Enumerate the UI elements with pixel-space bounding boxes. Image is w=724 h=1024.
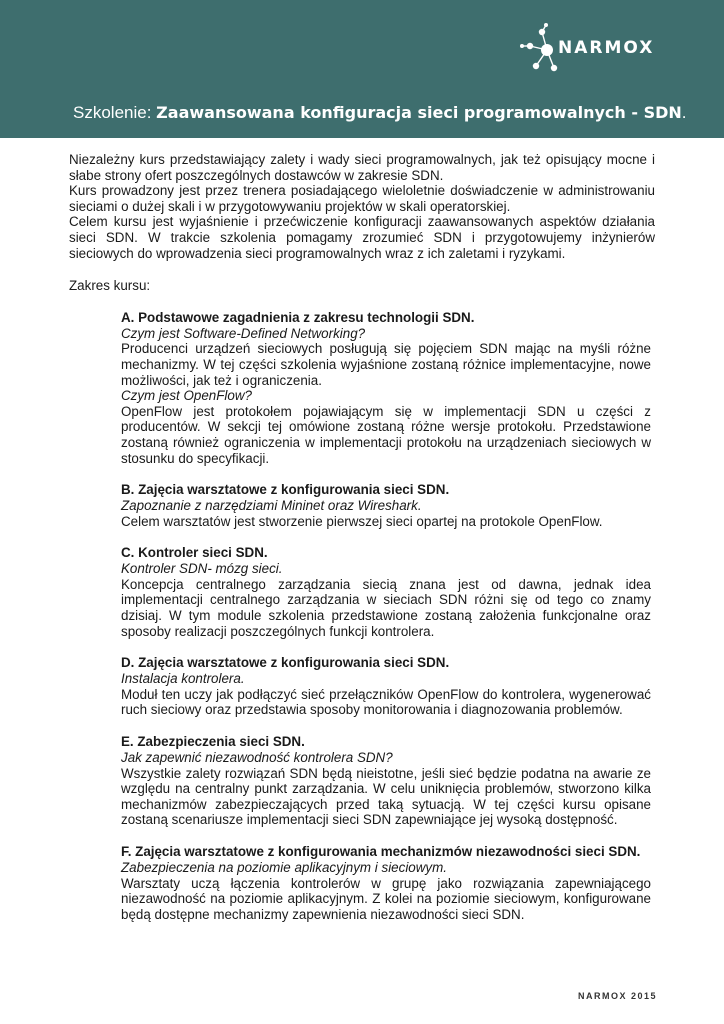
section-b: [121, 482, 651, 529]
header-banner: [0, 0, 724, 138]
title-prefix: Szkolenie:: [73, 103, 157, 122]
section-subheading: Zapoznanie z narzędziami Mininet oraz Wireshark.: [121, 498, 422, 514]
section-heading: C. Kontroler sieci SDN.: [121, 545, 268, 561]
scope-label: Zakres kursu:: [69, 278, 151, 294]
section-d: [121, 655, 651, 718]
section-text: Warsztaty uczą łączenia kontrolerów w grupę jako rozwiązania zapewniającego niezawodność na poziomie aplikacyjnym. Z kolei na poziomie sieciowym, konfigurowane będą dostępne mechanizmy zapewnienia niezawodności sieci SDN.: [121, 875, 651, 922]
section-f: [121, 844, 651, 922]
section-heading: B. Zajęcia warsztatowe z konfigurowania sieci SDN.: [121, 482, 450, 498]
logo-text: NARMOX: [558, 38, 655, 58]
section-heading: A. Podstawowe zagadnienia z zakresu technologii SDN.: [121, 309, 475, 325]
section-heading: E. Zabezpieczenia sieci SDN.: [121, 734, 305, 750]
section-text: Wszystkie zalety rozwiązań SDN będą nieistotne, jeśli sieć będzie podatna na awarie ze względu na centralny punkt zarządzania. W celu uniknięcia problemów, stworzono kilka mechanizmów zabezpieczających przed taką sytuacją. W tej części kursu opisane zostaną scenariusze implementacji sieci SDN zapewniające jej wysoką dostępność.: [121, 765, 651, 828]
section-a: [121, 310, 651, 466]
intro-paragraph: Niezależny kurs przedstawiający zalety i wady sieci programowalnych, jak też opisujący mocne i słabe strony ofert poszczególnych dostawców w zakresie SDN.: [69, 152, 655, 183]
section-text: Moduł ten uczy jak podłączyć sieć przełączników OpenFlow do kontrolera, wygenerować ruch sieciowy oraz przedstawia sposoby monitorowania i diagnozowania problemów.: [121, 686, 651, 718]
title-main: Zaawansowana konfiguracja sieci programowalnych - SDN: [156, 103, 682, 122]
section-c: [121, 545, 651, 639]
narmox-logo: [520, 22, 670, 78]
section-text: OpenFlow jest protokołem pojawiającym się w implementacji SDN u części z producentów. W sekcji tej omówione zostaną różne wersje protokołu. Przedstawione zostaną również ograniczenia w implementacji protokołu na urządzeniach sieciowych w stosunku do specyfikacji.: [121, 403, 651, 466]
section-subheading: Kontroler SDN- mózg sieci.: [121, 561, 283, 577]
page-title: [73, 103, 687, 123]
section-heading: D. Zajęcia warsztatowe z konfigurowania sieci SDN.: [121, 655, 450, 671]
footer-brand: NARMOX 2015: [578, 991, 658, 1001]
intro-paragraph: Kurs prowadzony jest przez trenera posiadającego wieloletnie doświadczenie w administrowaniu sieciami o dużej skali i w przygotowywaniu projektów w skali operatorskiej.: [69, 183, 655, 214]
section-subheading: Jak zapewnić niezawodność kontrolera SDN?: [121, 750, 393, 766]
section-heading: F. Zajęcia warsztatowe z konfigurowania mechanizmów niezawodności sieci SDN.: [121, 844, 641, 859]
section-e: [121, 734, 651, 828]
document-body: [69, 152, 655, 938]
title-suffix: .: [681, 103, 687, 122]
section-text: Celem warsztatów jest stworzenie pierwszej sieci opartej na protokole OpenFlow.: [121, 513, 603, 529]
intro-block: [69, 152, 655, 261]
section-subheading: Czym jest Software-Defined Networking?: [121, 325, 366, 341]
section-text: Producenci urządzeń sieciowych posługują się pojęciem SDN mając na myśli różne mechanizmy. W tej części szkolenia wyjaśnione zostaną różnice implementacyjne, nowe możliwości, jak też i ograniczenia.: [121, 341, 651, 388]
section-subheading: Zabezpieczenia na poziomie aplikacyjnym i sieciowym.: [121, 860, 447, 875]
section-text: Koncepcja centralnego zarządzania siecią znana jest od dawna, jednak idea implementacji centralnego zarządzania w sieciach SDN różni się od tego co znamy dzisiaj. W tym module szkolenia przedstawione zostaną założenia funkcjonalne oraz sposoby realizacji poszczególnych funkcji kontrolera.: [121, 576, 651, 639]
section-subheading: Czym jest OpenFlow?: [121, 388, 252, 404]
section-subheading: Instalacja kontrolera.: [121, 671, 245, 687]
intro-paragraph: Celem kursu jest wyjaśnienie i przećwiczenie konfiguracji zaawansowanych aspektów działania sieci SDN. W trakcie szkolenia pomagamy zrozumieć SDN i przygotowujemy inżynierów sieciowych do wprowadzenia sieci programowalnych wraz z ich zaletami i ryzykami.: [69, 214, 655, 261]
